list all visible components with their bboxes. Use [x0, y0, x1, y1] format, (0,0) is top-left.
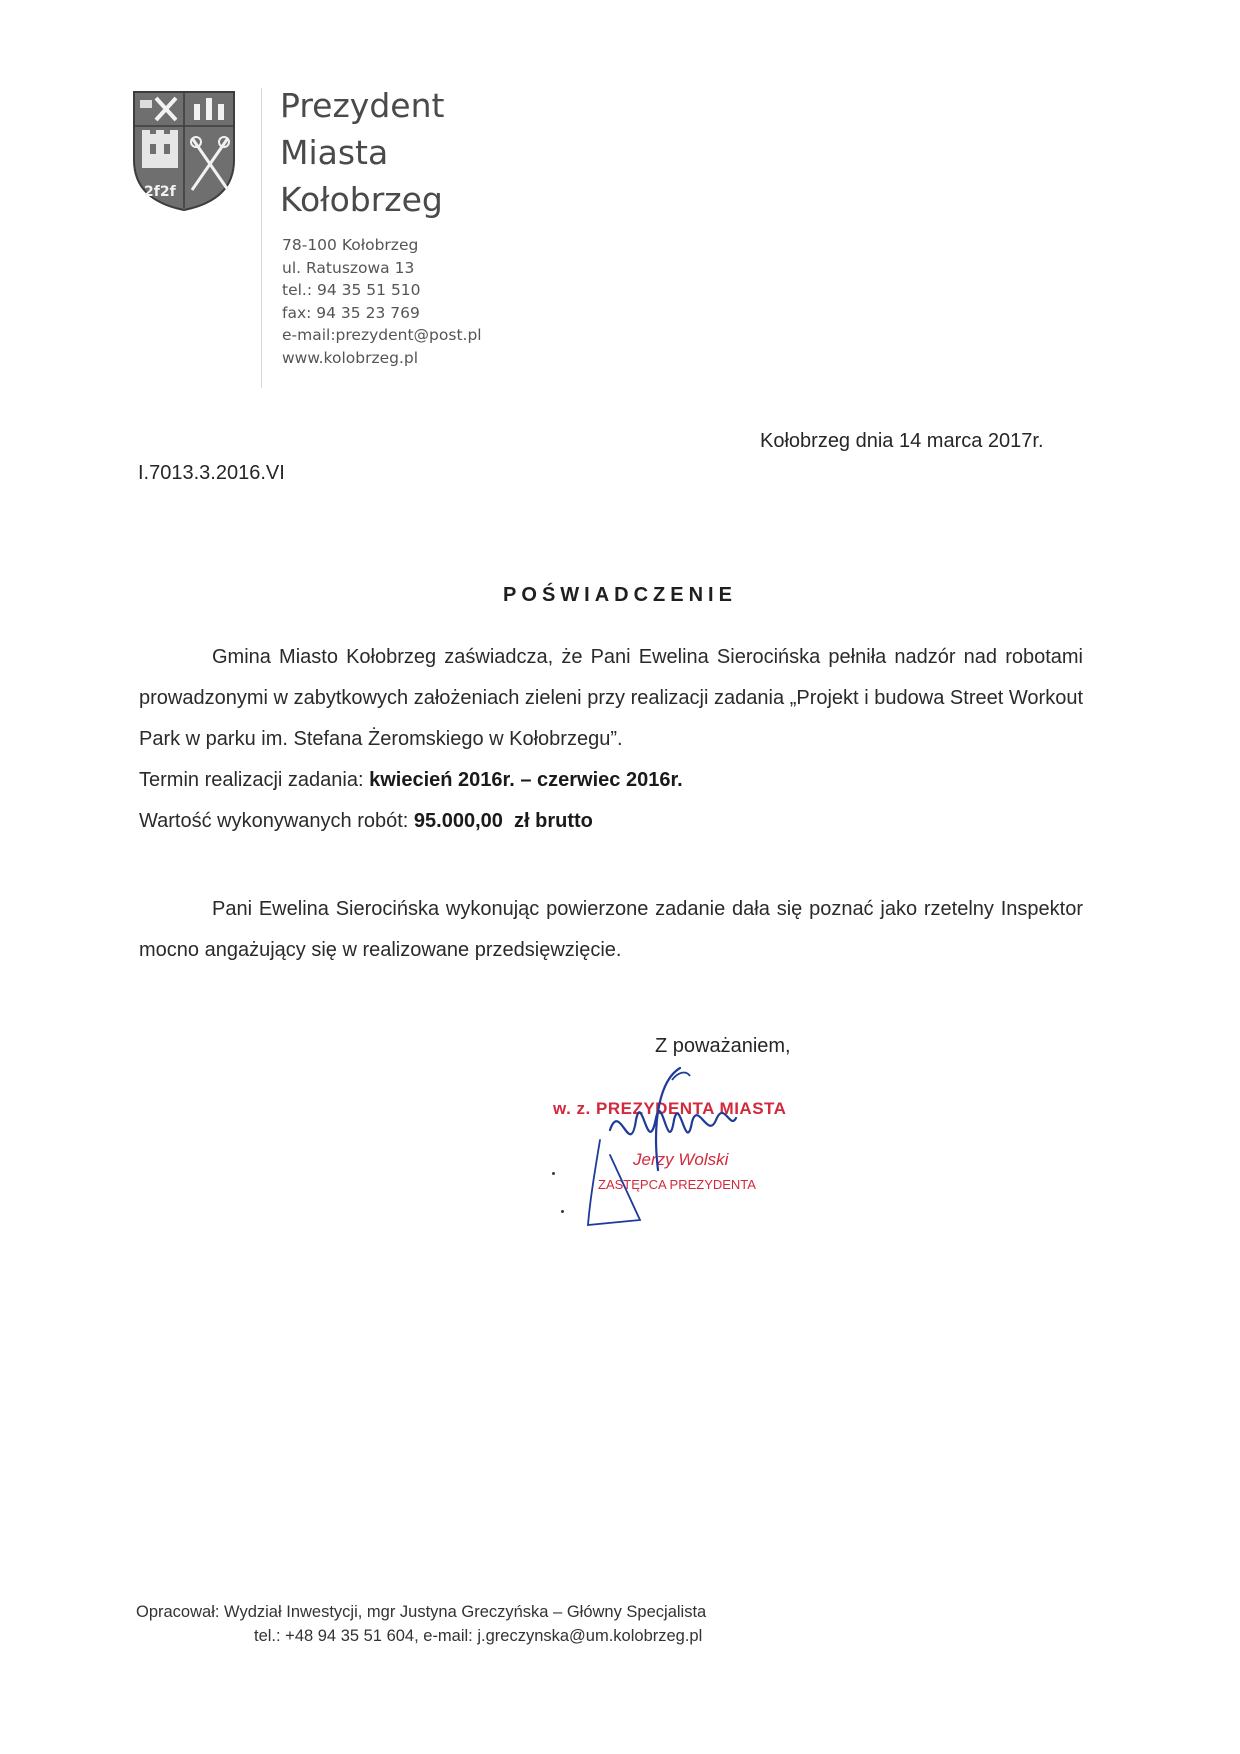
organization-name [280, 82, 444, 223]
footer-contact: tel.: +48 94 35 51 604, e-mail: j.greczynska@um.kolobrzeg.pl [254, 1627, 703, 1645]
paragraph-2 [139, 889, 1083, 971]
org-name-line: Miasta [280, 133, 389, 172]
org-name-line: Kołobrzeg [280, 180, 443, 219]
value-amount: 95.000,00 zł brutto [413, 810, 593, 832]
paragraph-1-text [139, 637, 1083, 760]
closing-salutation: Z poważaniem, [655, 1035, 791, 1057]
scan-dot [561, 1210, 564, 1213]
handwritten-signature [540, 1060, 810, 1240]
letterhead-divider [261, 88, 262, 388]
org-name-line: Prezydent [280, 86, 445, 125]
document-title: POŚWIADCZENIE [503, 584, 737, 606]
svg-text:2f2f: 2f2f [144, 184, 176, 200]
value-label: Wartość wykonywanych robót: [139, 810, 414, 832]
fax-line: fax: 94 35 23 769 [282, 303, 420, 322]
email-line: e-mail:prezydent@post.pl [282, 326, 482, 344]
address-line: 78-100 Kołobrzeg [282, 236, 419, 254]
stamp-title: w. z. PREZYDENTA MIASTA [553, 1099, 787, 1118]
phone-line: tel.: 94 35 51 510 [282, 281, 421, 299]
stamp-role: ZASTĘPCA PREZYDENTA [598, 1177, 756, 1192]
kolobrzeg-coat-of-arms-icon [132, 90, 236, 212]
letterhead-address [282, 234, 482, 369]
address-line: ul. Ratuszowa 13 [282, 258, 415, 277]
term-value: kwiecień 2016r. – czerwiec 2016r. [369, 769, 683, 791]
reference-number: I.7013.3.2016.VI [138, 462, 285, 484]
footer [136, 1600, 706, 1648]
term-line [139, 760, 1083, 801]
document-date: Kołobrzeg dnia 14 marca 2017r. [760, 430, 1044, 452]
paragraph-1-line-3: budowa Street Workout Park w parku im. Stefana Żeromskiego w Kołobrzegu”. [139, 687, 1083, 750]
paragraph-1 [139, 637, 1083, 842]
paragraph-1-line-2: robotami prowadzonymi w zabytkowych założeniach zieleni przy realizacji zadania „Projekt i [139, 646, 1083, 709]
website-line: www.kolobrzeg.pl [282, 348, 419, 367]
value-line [139, 801, 1083, 842]
paragraph-1-line-1: Gmina Miasto Kołobrzeg zaświadcza, że Pani Ewelina Sierocińska pełniła nadzór nad [212, 646, 998, 668]
footer-author: Opracował: Wydział Inwestycji, mgr Justyna Greczyńska – Główny Specjalista [136, 1603, 707, 1621]
stamp-name: Jerzy Wolski [633, 1150, 729, 1169]
scan-dot [552, 1172, 555, 1175]
term-label: Termin realizacji zadania: [139, 769, 370, 791]
paragraph-2-text: Pani Ewelina Sierocińska wykonując powierzone zadanie dała się poznać jako rzetelny Inspektor mocno angażujący się w realizowane przedsięwzięcie. [139, 898, 1083, 961]
